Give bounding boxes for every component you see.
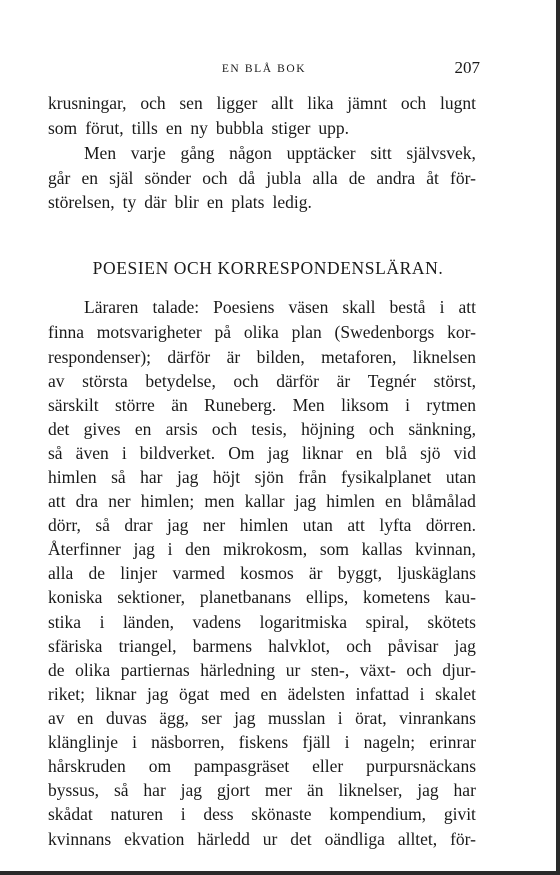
text-line: Återfinner jag i den mikrokosm, som kallas kvinnan, — [48, 539, 476, 559]
page-edge-bottom — [0, 871, 560, 875]
running-title: EN BLÅ BOK — [221, 63, 307, 75]
text-line: krusningar, och sen ligger allt lika jämnt och lugnt — [48, 93, 476, 113]
text-line: de olika partiernas härledning ur sten-, växt- och djur- — [48, 660, 476, 680]
text-line: särskilt större än Runeberg. Men liksom i rytmen — [48, 395, 476, 415]
text-line: alla de linjer varmed kosmos är byggt, ljuskäglans — [48, 563, 476, 583]
text-line: dörr, så drar jag ner himlen utan att lyfta dörren. — [48, 515, 476, 535]
text-line: Men varje gång någon upptäcker sitt självsvek, — [84, 143, 476, 163]
running-head — [48, 60, 480, 80]
text-line: finna motsvarigheter på olika plan (Swedenborgs kor- — [48, 322, 476, 342]
text-line: som förut, tills en ny bubbla stiger upp. — [48, 118, 350, 138]
text-line: koniska sektioner, planetbanans ellips, kometens kau- — [48, 587, 476, 607]
text-line: det gives en arsis och tesis, höjning och sänkning, — [48, 419, 476, 439]
text-line: går en själ sönder och då jubla alla de andra åt för- — [48, 168, 476, 188]
text-line: respondenser); därför är bilden, metaforen, liknelsen — [48, 347, 476, 367]
text-line: kvinnans ekvation härledd ur det oändliga alltet, för- — [48, 829, 476, 849]
text-line: att dra ner himlen; men kallar jag himlen en blåmålad — [48, 491, 476, 511]
text-line: av en duvas ägg, ser jag musslan i örat, vinrankans — [48, 708, 476, 728]
text-line: stika i länden, vadens logaritmiska spiral, skötets — [48, 612, 476, 632]
text-line: skådat naturen i dess skönaste kompendium, givit — [48, 804, 476, 824]
text-line: störelsen, ty där blir en plats ledig. — [48, 192, 312, 212]
text-line: himlen så har jag höjt sjön från fysikalplanet utan — [48, 467, 476, 487]
page-edge-right — [556, 0, 560, 875]
text-line: sfäriska triangel, barmens halvklot, och påvisar jag — [48, 636, 476, 656]
text-line: riket; liknar jag ögat med en ädelsten infattad i skalet — [48, 684, 476, 704]
text-line: hårskruden om pampasgräset eller purpursnäckans — [48, 756, 476, 776]
text-line: klänglinje i näsborren, fiskens fjäll i nageln; erinrar — [48, 732, 476, 752]
text-line: av största betydelse, och därför är Tegnér störst, — [48, 371, 476, 391]
page-number: 207 — [454, 58, 480, 77]
text-line: Läraren talade: Poesiens väsen skall bestå i att — [84, 297, 476, 317]
section-heading: POESIEN OCH KORRESPONDENSLÄRAN. — [92, 258, 444, 278]
text-line: byssus, så har jag gjort mer än liknelser, jag har — [48, 780, 476, 800]
text-line: så även i bildverket. Om jag liknar en blå sjö vid — [48, 443, 476, 463]
